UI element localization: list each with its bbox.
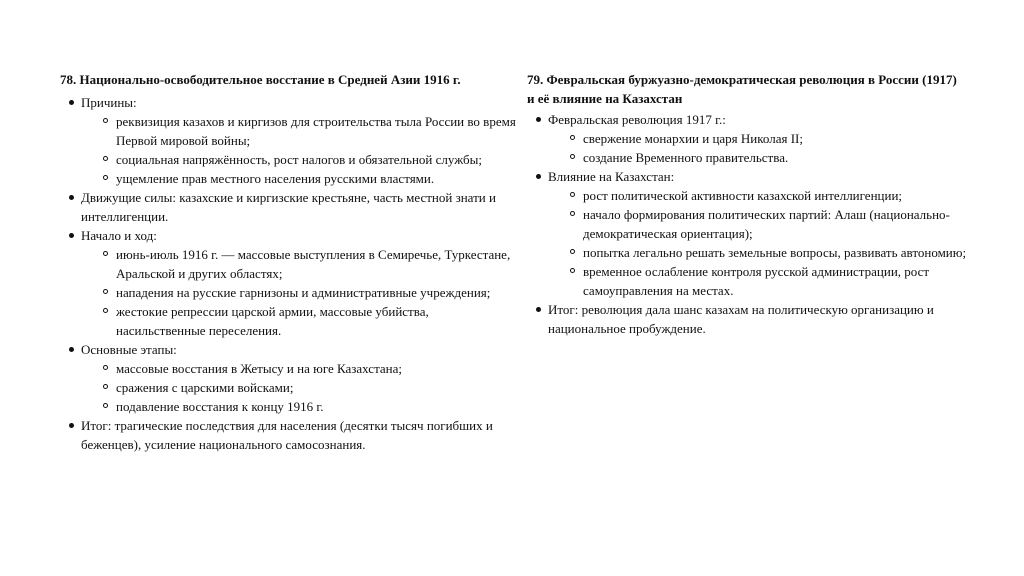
bullet-circle-icon	[570, 268, 575, 273]
sub-list-item-text: начало формирования политических партий: Алаш (национально-демократическая ориентация);	[583, 207, 950, 241]
sub-list-item-text: создание Временного правительства.	[583, 150, 789, 165]
list-item-label: Влияние на Казахстан:	[548, 169, 675, 184]
list-item-label: Итог: революция дала шанс казахам на политическую организацию и национальное пробуждение.	[548, 302, 934, 336]
sub-list-item	[562, 186, 967, 205]
sub-list-item-text: реквизиция казахов и киргизов для строительства тыла России во время Первой мировой войны;	[116, 114, 516, 148]
sub-list-item-text: массовые восстания в Жетысу и на юге Казахстана;	[116, 361, 403, 376]
sub-list-item	[95, 283, 520, 302]
bullet-circle-icon	[103, 289, 108, 294]
sub-list-item-text: сражения с царскими войсками;	[116, 380, 294, 395]
list-item-label: Основные этапы:	[81, 342, 177, 357]
list-item	[60, 416, 520, 454]
sub-list-item	[562, 243, 967, 262]
sub-list-item	[95, 302, 520, 340]
right-bullet-list	[527, 110, 967, 338]
bullet-dot-icon	[69, 423, 74, 428]
sub-list-item-text: временное ослабление контроля русской администрации, рост самоуправления на местах.	[583, 264, 930, 298]
bullet-circle-icon	[570, 249, 575, 254]
bullet-dot-icon	[69, 347, 74, 352]
sub-list	[562, 129, 967, 167]
bullet-circle-icon	[570, 192, 575, 197]
sub-list-item-text: нападения на русские гарнизоны и административные учреждения;	[116, 285, 491, 300]
right-section-title: 79. Февральская буржуазно-демократическая революция в России (1917) и её влияние на Казахстан	[527, 72, 957, 106]
left-bullet-list	[60, 93, 520, 454]
bullet-circle-icon	[103, 118, 108, 123]
bullet-dot-icon	[536, 117, 541, 122]
bullet-circle-icon	[103, 156, 108, 161]
sub-list	[95, 112, 520, 188]
bullet-dot-icon	[69, 195, 74, 200]
sub-list-item	[562, 205, 967, 243]
bullet-circle-icon	[103, 175, 108, 180]
sub-list-item	[95, 245, 520, 283]
sub-list	[95, 245, 520, 340]
left-column	[60, 70, 520, 454]
list-item	[60, 188, 520, 226]
sub-list	[95, 359, 520, 416]
sub-list	[562, 186, 967, 300]
list-item-label: Начало и ход:	[81, 228, 157, 243]
bullet-circle-icon	[103, 403, 108, 408]
bullet-circle-icon	[570, 135, 575, 140]
sub-list-item	[95, 359, 520, 378]
sub-list-item-text: рост политической активности казахской интеллигенции;	[583, 188, 903, 203]
bullet-dot-icon	[69, 233, 74, 238]
sub-list-item	[562, 148, 967, 167]
list-item	[60, 226, 520, 340]
bullet-circle-icon	[570, 154, 575, 159]
list-item-label: Движущие силы: казахские и киргизские крестьяне, часть местной знати и интеллигенции.	[81, 190, 496, 224]
sub-list-item-text: ущемление прав местного населения русскими властями.	[116, 171, 435, 186]
bullet-dot-icon	[69, 100, 74, 105]
list-item	[60, 93, 520, 188]
bullet-circle-icon	[103, 384, 108, 389]
bullet-circle-icon	[103, 308, 108, 313]
sub-list-item	[95, 397, 520, 416]
sub-list-item	[95, 169, 520, 188]
bullet-circle-icon	[570, 211, 575, 216]
list-item	[527, 167, 967, 300]
sub-list-item	[95, 378, 520, 397]
list-item-label: Февральская революция 1917 г.:	[548, 112, 726, 127]
list-item-label: Итог: трагические последствия для населения (десятки тысяч погибших и беженцев), усиление национального самосознания.	[81, 418, 493, 452]
sub-list-item	[95, 150, 520, 169]
sub-list-item-text: социальная напряжённость, рост налогов и обязательной службы;	[116, 152, 482, 167]
bullet-circle-icon	[103, 251, 108, 256]
sub-list-item-text: подавление восстания к концу 1916 г.	[116, 399, 324, 414]
sub-list-item-text: июнь-июль 1916 г. — массовые выступления в Семиречье, Туркестане, Аральской и других областях;	[116, 247, 511, 281]
sub-list-item	[562, 262, 967, 300]
sub-list-item-text: попытка легально решать земельные вопросы, развивать автономию;	[583, 245, 967, 260]
list-item	[60, 340, 520, 416]
sub-list-item-text: жестокие репрессии царской армии, массовые убийства, насильственные переселения.	[116, 304, 429, 338]
list-item	[527, 300, 967, 338]
list-item-label: Причины:	[81, 95, 137, 110]
list-item	[527, 110, 967, 167]
bullet-dot-icon	[536, 174, 541, 179]
left-section-title: 78. Национально-освободительное восстание в Средней Азии 1916 г.	[60, 72, 461, 87]
sub-list-item	[95, 112, 520, 150]
bullet-circle-icon	[103, 365, 108, 370]
bullet-dot-icon	[536, 307, 541, 312]
right-column	[527, 70, 967, 338]
sub-list-item	[562, 129, 967, 148]
sub-list-item-text: свержение монархии и царя Николая II;	[583, 131, 803, 146]
